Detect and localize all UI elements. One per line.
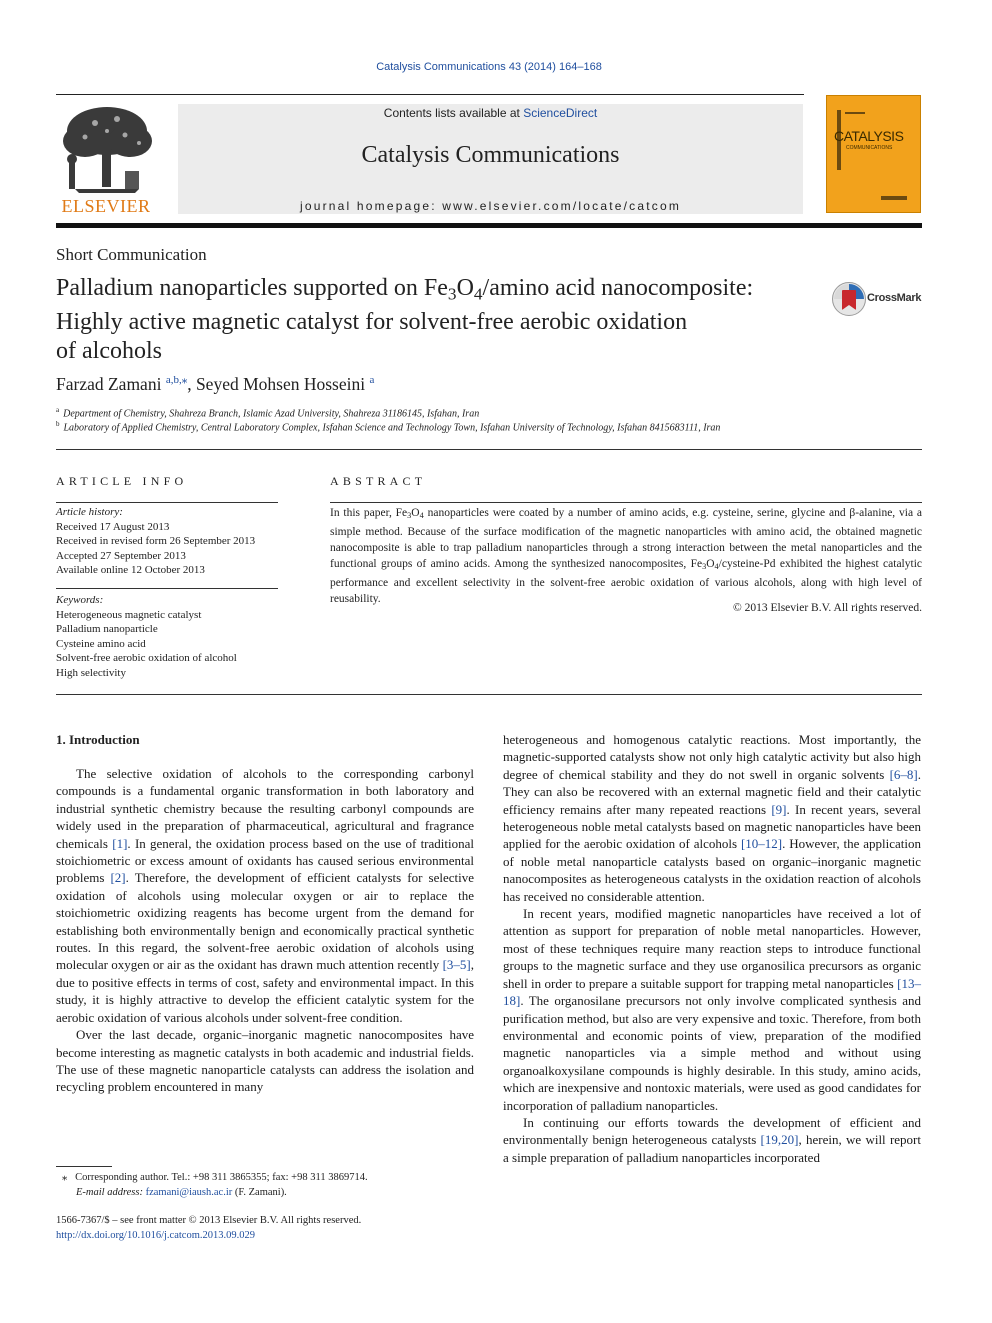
- author-list: Farzad Zamani $^{a,b,⁎}$, Seyed Mohsen Hosseini $^a$: [56, 373, 375, 394]
- contents-availability: [178, 106, 803, 120]
- history-accepted: Accepted 27 September 2013: [56, 549, 186, 562]
- keyword: Solvent-free aerobic oxidation of alcohol: [56, 652, 237, 664]
- keyword: Cysteine amino acid: [56, 637, 146, 650]
- keyword: Palladium nanoparticle: [56, 623, 158, 635]
- intro-paragraph-4: In continuing our efforts towards the development of efficient and environmentally benign heterogeneous catalysts [19,20], herein, we will report a simple preparation of palladium nanoparticles incorporated: [503, 1114, 921, 1165]
- journal-title: Catalysis Communications: [361, 142, 620, 168]
- header-rule-bottom: [56, 223, 922, 228]
- affiliation-a: $^a$ Department of Chemistry, Shahreza Branch, Islamic Azad University, Shahreza 31186145, Isfahan, Iran: [56, 406, 480, 420]
- author-2[interactable]: Seyed Mohsen Hosseini: [195, 373, 366, 394]
- abstract-rule: [330, 502, 922, 503]
- intro-paragraph-3: In recent years, modified magnetic nanoparticles have received a lot of attention as support for preparation of noble metal nanoparticles. However, most of these techniques require many reaction steps to introduce functional groups to the magnetic surface and they use organosilica precursors as organic shell in order to prepare a suitable support for trapping metal nanoparticles [13–18]. The organosilane precursors not only involve complicated synthesis and purification method, but also are very expensive and toxic. Therefore, from both environmental and economic points of view, preparation of the modified magnetic nanoparticles via a simple method and without using organoalkoxysilane compounds is highly desirable. In this study, amino acids, which are inexpensive and nontoxic materials, were used as good candidates for incorporation of palladium nanoparticles.: [503, 906, 921, 1113]
- doi-link[interactable]: http://dx.doi.org/10.1016/j.catcom.2013.09.029: [56, 1230, 256, 1241]
- crossmark-icon[interactable]: [831, 281, 867, 317]
- keywords-label: Keywords:: [56, 594, 104, 606]
- author-2-affiliation-mark[interactable]: a: [369, 374, 375, 386]
- section-heading-introduction: 1. Introduction: [56, 732, 140, 747]
- footnote-rule: [56, 1166, 112, 1167]
- citation-link[interactable]: [6–8]: [889, 766, 918, 782]
- abstract-body: In this paper, $Fe_3O_4$ nanoparticles were coated by a number of amino acids, e.g. cysteine, serine, glycine and β-alanine, via a simple method. Because of the surface modification of the magnetic nanoparticles with amino acid, the obtained magnetic nanocomposite is able to trap palladium nanoparticles through a strong interaction between the metal nanoparticles and the functional groups of amino acids. Among the synthesized nanocomposites, $Fe_3O_4/cysteine-Pd$ exhibited the highest catalytic performance and excellent selectivity in the solvent-free aerobic oxidation of various alcohols, along with high level of reusability.: [330, 507, 922, 606]
- article-info-rule-2: [56, 588, 278, 589]
- citation-link[interactable]: [10–12]: [740, 836, 783, 852]
- keyword: High selectivity: [56, 666, 126, 679]
- title-line-2: Highly active magnetic catalyst for solvent-free aerobic oxidation: [56, 309, 688, 336]
- citation-link[interactable]: [9]: [771, 801, 787, 817]
- history-received: Received 17 August 2013: [56, 520, 170, 533]
- contents-prefix: Contents lists available at: [383, 106, 524, 120]
- article-type: Short Communication: [56, 245, 207, 264]
- citation-link[interactable]: [19,20]: [760, 1132, 799, 1148]
- article-info-rule-1: [56, 502, 278, 503]
- title-line-1: Palladium nanoparticles supported on $Fe_3O_4$/amino acid nanocomposite:: [56, 275, 754, 304]
- left-column: [56, 765, 474, 1096]
- paper-title: [56, 274, 816, 366]
- issn-line: 1566-7367/$ – see front matter © 2013 Elsevier B.V. All rights reserved.: [56, 1215, 362, 1226]
- citation-link[interactable]: [13–18]: [503, 975, 921, 1009]
- sciencedirect-link[interactable]: ScienceDirect: [523, 106, 598, 120]
- title-line-3: of alcohols: [56, 338, 162, 365]
- cover-art: [831, 100, 916, 208]
- intro-paragraph-2: Over the last decade, organic–inorganic magnetic nanocomposites have become interesting as magnetic catalysts in both academic and industrial fields. The use of these magnetic nanoparticle catalysts can address the isolation and recycling problem encountered in many: [56, 1027, 474, 1095]
- keyword: Heterogeneous magnetic catalyst: [56, 608, 202, 621]
- author-1-affiliation-marks[interactable]: a,b,⁎: [165, 374, 188, 386]
- publication-info: [56, 1213, 476, 1243]
- author-email-link[interactable]: fzamani@iaush.ac.ir: [145, 1187, 233, 1198]
- crossmark-label[interactable]: CrossMark: [867, 292, 922, 304]
- history-label: Article history:: [56, 506, 123, 518]
- abstract-copyright: © 2013 Elsevier B.V. All rights reserved.: [733, 602, 922, 614]
- citation-link[interactable]: [3–5]: [442, 957, 471, 973]
- history-online: Available online 12 October 2013: [56, 564, 205, 576]
- article-info-heading: ARTICLE INFO: [56, 474, 188, 488]
- affiliation-divider: [56, 449, 922, 450]
- journal-citation[interactable]: Catalysis Communications 43 (2014) 164–168: [376, 61, 602, 73]
- corresponding-author-note: ⁎ Corresponding author. Tel.: +98 311 3865355; fax: +98 311 3869714. E-mail address: fzamani@iaush.ac.ir (F. Zamani).: [62, 1172, 368, 1198]
- history-revised: Received in revised form 26 September 2013: [56, 535, 256, 547]
- citation-link[interactable]: [1]: [112, 835, 128, 851]
- cover-subtitle: COMMUNICATIONS: [846, 145, 893, 151]
- cover-title: CATALYSIS: [834, 128, 904, 144]
- publisher-wordmark: ELSEVIER: [61, 196, 151, 216]
- abstract-heading: ABSTRACT: [330, 474, 427, 488]
- affiliation-b: $^b$ Laboratory of Applied Chemistry, Central Laboratory Complex, Isfahan Science and Technology Town, Isfahan University of Technology, Isfahan 8415683111, Iran: [56, 420, 721, 434]
- keywords: [56, 593, 278, 680]
- right-column: [503, 731, 921, 1166]
- header-rule-top: [56, 94, 804, 95]
- intro-paragraph-1: The selective oxidation of alcohols to the corresponding carbonyl compounds is a fundamental organic transformation in both laboratory and industrial synthetic chemistry because the resulting carbonyl compounds are widely used in the preparation of pharmaceutical, agricultural and fragrance chemicals [1]. In general, the oxidation process based on the use of traditional stoichiometric or excess amount of oxidants has caused serious environmental problems [2]. Therefore, the development of efficient catalysts for selective oxidation of alcohols using molecular oxygen or air to replace the stoichiometric oxidizing reagents has become urgent from the demand for establishing both environmentally benign and economically practical synthetic routes. In this regard, the solvent-free aerobic oxidation of alcohols using molecular oxygen or air as the oxidant has drawn much attention recently [3–5], due to positive effects in terms of cost, safety and environmental impact. In this study, it is highly attractive to develop the efficient catalytic system for the aerobic oxidation of various alcohols under solvent-free condition.: [56, 766, 474, 1025]
- citation-link[interactable]: [2]: [110, 870, 126, 886]
- journal-homepage[interactable]: journal homepage: www.elsevier.com/locate/catcom: [299, 199, 682, 213]
- intro-paragraph-2-continued: heterogeneous and homogenous catalytic reactions. Most importantly, the magnetic-supported catalysts show not only high catalytic activity but also high degree of chemical stability and they do not swell in organic solvents [6–8]. They can also be recovered with an external magnetic field and their catalytic efficiency remains after many repeated reactions [9]. In recent years, several heterogeneous noble metal catalysts based on magnetic nanoparticles have been applied for the aerobic oxidation of alcohols [10–12]. However, the application of noble metal nanoparticle catalysts based on organic–inorganic magnetic nanocomposites as heterogeneous catalysts in the oxidation reaction of alcohols has received no considerable attention.: [503, 732, 921, 904]
- author-1[interactable]: Farzad Zamani: [56, 373, 162, 394]
- front-matter-divider: [56, 694, 922, 695]
- article-history: [56, 505, 278, 578]
